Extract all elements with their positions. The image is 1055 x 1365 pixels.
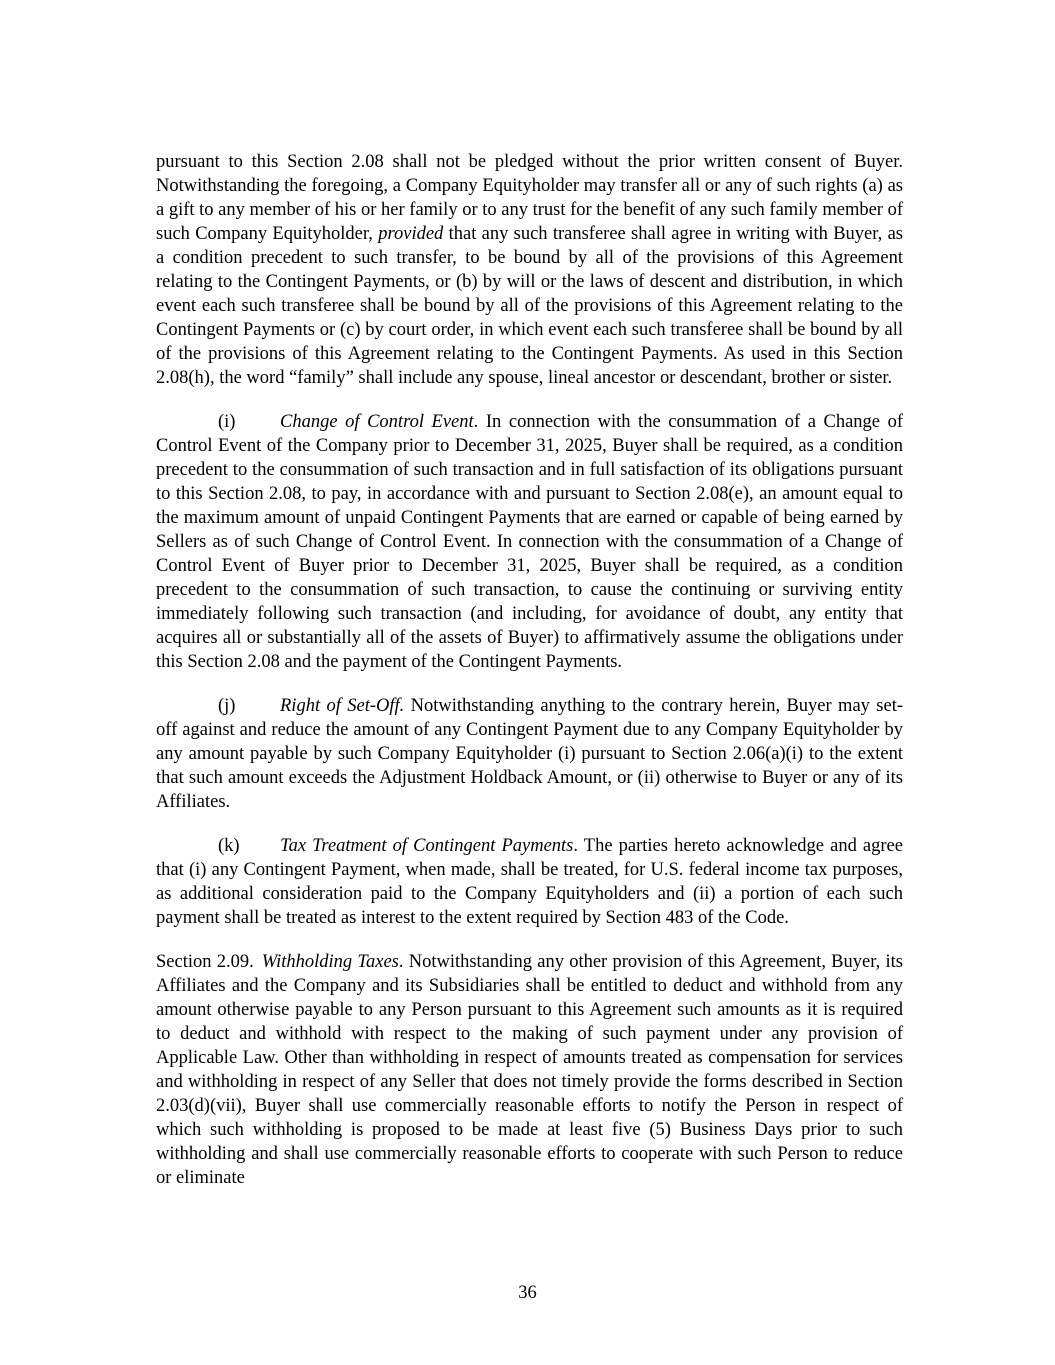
paragraph-j-set-off	[156, 694, 903, 814]
heading-tax-treatment: Tax Treatment of Contingent Payments	[280, 836, 574, 856]
paragraph-h-continuation	[156, 150, 903, 390]
paragraph-i-change-of-control	[156, 410, 903, 674]
enumerator-j: (j)	[218, 696, 236, 716]
paragraph-text: that any such transferee shall agree in writing with Buyer, as a condition precedent to such transfer, to be bound by all of the provisions of this Agreement relating to the Contingent Payments, or (b) by will or the laws of descent and distribution, in which event each such transferee shall be bound by all of the provisions of this Agreement relating to the Contingent Payments or (c) by court order, in which event each such transferee shall be bound by all of the provisions of this Agreement relating to the Contingent Payments. As used in this Section 2.08(h), the word “family” shall include any spouse, lineal ancestor or descendant, brother or sister.	[156, 224, 904, 388]
paragraph-text: pursuant to this Section 2.08 shall not be pledged without the prior written consent of Buyer. Notwithstanding the foregoing, a Company Equityholder may transfer all or any of such rights (a) as a gift to any member of his or her family or to any trust for the benefit of any such family member of such Company Equityholder,	[156, 152, 903, 244]
paragraph-text: . Notwithstanding any other provision of this Agreement, Buyer, its Affiliates and the Company and its Subsidiaries shall be entitled to deduct and withhold from any amount otherwise payable to any Person pursuant to this Agreement such amounts as it is required to deduct and withhold with respect to the making of such payment under any provision of Applicable Law. Other than withholding in respect of amounts treated as compensation for services and withholding in respect of any Seller that does not timely provide the forms described in Section 2.03(d)(vii), Buyer shall use commercially reasonable efforts to notify the Person in respect of which such withholding is proposed to be made at least five (5) Business Days prior to such withholding and shall use commercially reasonable efforts to cooperate with such Person to reduce or eliminate	[156, 952, 903, 1188]
paragraph-text: Notwithstanding anything to the contrary herein, Buyer may set-off against and reduce the amount of any Contingent Payment due to any Company Equityholder by any amount payable by such Company Equityholder (i) pursuant to Section 2.06(a)(i) to the extent that such amount exceeds the Adjustment Holdback Amount, or (ii) otherwise to Buyer or any of its Affiliates.	[156, 696, 903, 812]
paragraph-k-tax-treatment	[156, 834, 903, 930]
paragraph-text: . The parties hereto acknowledge and agree that (i) any Contingent Payment, when made, shall be treated, for U.S. federal income tax purposes, as additional consideration paid to the Company Equityholders and (ii) a portion of each such payment shall be treated as interest to the extent required by Section 483 of the Code.	[156, 836, 903, 928]
provided-italic: provided	[378, 224, 444, 244]
document-page	[156, 150, 903, 1210]
heading-change-of-control: Change of Control Event	[280, 412, 474, 432]
heading-withholding-taxes: Withholding Taxes	[261, 952, 399, 972]
section-2-09-withholding	[156, 950, 903, 1190]
enumerator-i: (i)	[218, 412, 236, 432]
enumerator-k: (k)	[218, 836, 240, 856]
heading-right-of-set-off: Right of Set-Off.	[280, 696, 405, 716]
section-number: Section 2.09.	[156, 952, 254, 972]
page-number: 36	[518, 1283, 537, 1303]
paragraph-text: . In connection with the consummation of a Change of Control Event of the Company prior to December 31, 2025, Buyer shall be required, as a condition precedent to the consummation of such transaction and in full satisfaction of its obligations pursuant to this Section 2.08, to pay, in accordance with and pursuant to Section 2.08(e), an amount equal to the maximum amount of unpaid Contingent Payments that are earned or capable of being earned by Sellers as of such Change of Control Event. In connection with the consummation of a Change of Control Event of Buyer prior to December 31, 2025, Buyer shall be required, as a condition precedent to the consummation of such transaction, to cause the continuing or surviving entity immediately following such transaction (and including, for avoidance of doubt, any entity that acquires all or substantially all of the assets of Buyer) to affirmatively assume the obligations under this Section 2.08 and the payment of the Contingent Payments.	[156, 412, 904, 672]
